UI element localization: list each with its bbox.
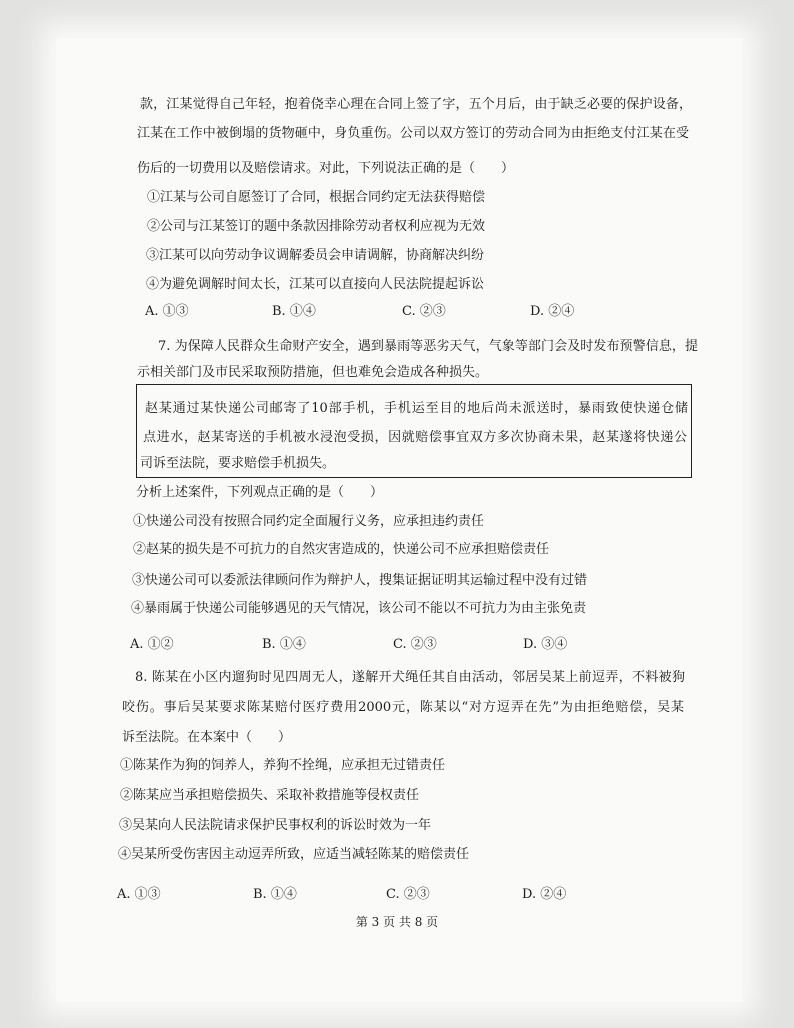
q7-stem-line: 7. 为保障人民群众生命财产安全，遇到暴雨等恶劣天气，气象等部门会及时发布预警信息，提 [158, 339, 698, 354]
q7-option-3: ③快递公司可以委派法律顾问作为辩护人，搜集证据证明其运输过程中没有过错 [132, 573, 588, 588]
q6-stem-line: 款，江某觉得自己年轻，抱着侥幸心理在合同上签了字，五个月后，由于缺乏必要的保护设备， [140, 97, 692, 112]
q7-material-line: 赵某通过某快递公司邮寄了10部手机，手机运至目的地后尚未派送时，暴雨致使快递仓储 [145, 401, 688, 416]
q6-choice-c: C. ②③ [402, 304, 446, 319]
q8-option-4: ④吴某所受伤害因主动逗弄所致，应适当减轻陈某的赔偿责任 [118, 847, 470, 862]
q6-option-2: ②公司与江某签订的题中条款因排除劳动者权利应视为无效 [147, 219, 486, 234]
q7-option-1: ①快递公司没有按照合同约定全面履行义务，应承担违约责任 [133, 514, 485, 529]
q6-option-4: ④为避免调解时间太长，江某可以直接向人民法院提起诉讼 [146, 277, 485, 292]
q8-stem-line: 咬伤。事后吴某要求陈某赔付医疗费用2000元，陈某以“对方逗弄在先”为由拒绝赔偿，吴某 [122, 700, 684, 715]
q6-choice-a: A. ①③ [145, 304, 189, 319]
q6-option-3: ③江某可以向劳动争议调解委员会申请调解，协商解决纠纷 [146, 248, 485, 263]
q8-option-2: ②陈某应当承担赔偿损失、采取补救措施等侵权责任 [120, 788, 420, 803]
q7-stem-line: 示相关部门及市民采取预防措施，但也难免会造成各种损失。 [137, 365, 489, 380]
q8-choice-a: A. ①③ [117, 887, 161, 902]
q7-option-2: ②赵某的损失是不可抗力的自然灾害造成的，快递公司不应承担赔偿责任 [133, 542, 550, 557]
q6-choice-b: B. ①④ [272, 304, 316, 319]
q8-choice-c: C. ②③ [386, 887, 430, 902]
q7-choice-a: A. ①② [130, 637, 174, 652]
q8-option-3: ③吴某向人民法院请求保护民事权利的诉讼时效为一年 [119, 818, 432, 833]
q8-option-1: ①陈某作为狗的饲养人，养狗不拴绳，应承担无过错责任 [120, 758, 446, 773]
q8-choice-d: D. ②④ [522, 887, 567, 902]
page-number-footer: 第 3 页 共 8 页 [355, 915, 439, 929]
q7-choice-b: B. ①④ [262, 637, 306, 652]
q7-choice-c: C. ②③ [393, 637, 437, 652]
q7-material-line: 司诉至法院，要求赔偿手机损失。 [140, 456, 336, 471]
q7-choice-d: D. ③④ [523, 637, 568, 652]
q6-option-1: ①江某与公司自愿签订了合同，根据合同约定无法获得赔偿 [147, 190, 486, 205]
q7-material-line: 点进水，赵某寄送的手机被水浸泡受损，因就赔偿事宜双方多次协商未果，赵某遂将快递公 [143, 430, 687, 445]
q6-choice-d: D. ②④ [530, 304, 575, 319]
q7-option-4: ④暴雨属于快递公司能够遇见的天气情况，该公司不能以不可抗力为由主张免责 [131, 601, 587, 616]
q8-choice-b: B. ①④ [253, 887, 297, 902]
q8-stem-line: 8. 陈某在小区内遛狗时见四周无人，遂解开犬绳任其自由活动，邻居吴某上前逗弄，不料被狗 [135, 670, 685, 685]
q8-stem-line: 诉至法院。在本案中（ ） [122, 730, 292, 745]
q6-stem-line: 江某在工作中被倒塌的货物砸中，身负重伤。公司以双方签订的劳动合同为由拒绝支付江某在受 [137, 126, 689, 141]
q6-stem-line: 伤后的一切费用以及赔偿请求。对此，下列说法正确的是（ ） [137, 161, 515, 176]
q7-prompt: 分析上述案件，下列观点正确的是（ ） [136, 485, 384, 500]
q7-material-box [136, 384, 692, 478]
